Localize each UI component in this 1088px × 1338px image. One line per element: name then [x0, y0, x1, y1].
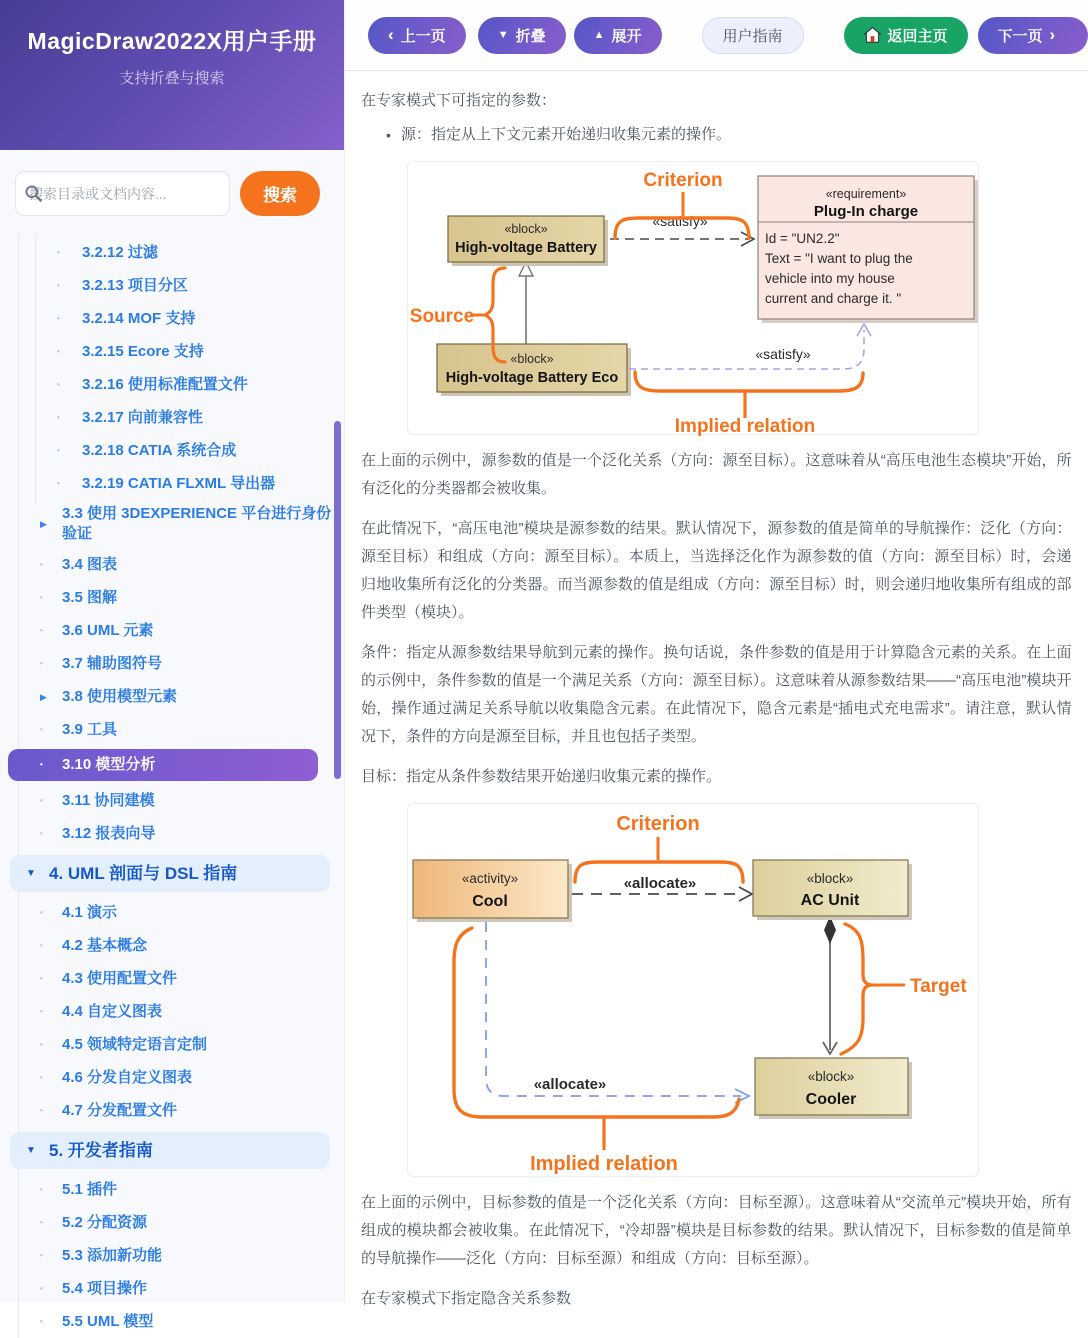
ac-unit-name: AC Unit	[800, 892, 860, 909]
cool-stereotype: «activity»	[461, 871, 519, 886]
requirement-body-line: current and charge it. "	[765, 291, 902, 306]
satisfy-label: «satisfy»	[652, 213, 708, 229]
toc-item-label: 3.2.19 CATIA FLXML 导出器	[82, 474, 276, 492]
collapse-label: 折叠	[515, 27, 546, 45]
battery-stereotype: «block»	[504, 222, 548, 236]
toc-item[interactable]	[0, 1028, 344, 1061]
collapse-arrow-icon[interactable]: ▼	[26, 1144, 36, 1156]
next-page-button[interactable]	[978, 17, 1088, 54]
toc-item-label: 3.6 UML 元素	[62, 621, 154, 639]
toc-item-label: 3.2.13 项目分区	[82, 276, 188, 294]
toc-item-label: 3.2.12 过滤	[82, 243, 158, 261]
toc-item[interactable]	[0, 1206, 344, 1239]
toc-item[interactable]	[0, 401, 344, 434]
toc-item-label: 4. UML 剖面与 DSL 指南	[49, 863, 238, 883]
criterion-annotation: Criterion	[643, 170, 723, 191]
toc-item[interactable]	[0, 784, 344, 817]
intro-line: 在专家模式下可指定的参数：	[361, 92, 557, 109]
bullet-icon: •	[40, 658, 43, 668]
bullet-icon: •	[57, 412, 60, 422]
param-list	[386, 121, 1072, 149]
paragraph: 在此情况下，“高压电池”模块是源参数的结果。默认情况下，源参数的值是简单的导航操作：泛化（方向：源至目标）和组成（方向：源至目标）。本质上，当选择泛化作为源参数的值（方向：源至目标）时，会递归地收集所有泛化的分类器。而当源参数的值是组成（方向：源至目标）时，则会递归地收集所有组成的部件类型（模块）。	[361, 520, 1072, 621]
toc-item-label: 3.8 使用模型元素	[62, 687, 178, 705]
sidebar	[0, 0, 345, 1330]
bullet-icon: •	[40, 828, 43, 838]
requirement-body-line: Text = "I want to plug the	[765, 251, 913, 266]
collapse-all-button[interactable]	[478, 17, 566, 54]
bullet-icon: •	[40, 592, 43, 602]
toc-item-label: 5. 开发者指南	[49, 1140, 153, 1160]
implied-relation-annotation: Implied relation	[530, 1153, 678, 1175]
battery-eco-stereotype: «block»	[510, 352, 554, 366]
toc-item[interactable]	[0, 1094, 344, 1127]
toc-item[interactable]	[0, 1061, 344, 1094]
ac-unit-stereotype: «block»	[806, 871, 854, 886]
bullet-icon: •	[40, 724, 43, 734]
triangle-down-icon: ▼	[497, 29, 509, 41]
collapse-arrow-icon[interactable]: ▼	[26, 867, 36, 879]
user-guide-label: 用户指南	[722, 27, 783, 45]
toc-item-label: 3.3 使用 3DEXPERIENCE 平台进行身份验证	[62, 505, 332, 542]
home-icon	[864, 27, 881, 43]
prev-page-button[interactable]	[368, 17, 466, 54]
paragraph: 在上面的示例中，目标参数的值是一个泛化关系（方向：目标至源）。这意味着从“交流单元”模块开始，所有组成的模块都会被收集。在此情况下，“冷却器”模块是目标参数的结果。默认情况下，目标参数的值是简单的导航操作——泛化（方向：目标至源）和组成（方向：目标至源）。	[361, 1194, 1072, 1267]
bullet-icon: •	[57, 478, 60, 488]
cooler-name: Cooler	[805, 1091, 857, 1108]
requirement-name: Plug-In charge	[813, 203, 919, 220]
search-button[interactable]: 搜索	[240, 171, 320, 216]
toolbar	[345, 0, 1088, 71]
toc-item[interactable]	[0, 1173, 344, 1206]
toc-item-label: 5.5 UML 模型	[62, 1312, 154, 1330]
toc-item[interactable]	[0, 1272, 344, 1305]
toc-item-label: 3.2.17 向前兼容性	[82, 408, 203, 426]
toc-item-label: 3.10 模型分析	[62, 756, 156, 773]
bullet-icon: •	[57, 313, 60, 323]
paragraph: 在上面的示例中，源参数的值是一个泛化关系（方向：源至目标）。这意味着从“高压电池生态模块”开始，所有泛化的分类器都会被收集。	[361, 452, 1072, 497]
toc-item-label: 4.4 自定义图表	[62, 1002, 163, 1020]
bullet-icon: •	[40, 1250, 43, 1260]
toc-item[interactable]	[0, 896, 344, 929]
toc-item[interactable]	[0, 680, 344, 713]
allocate-label-2: «allocate»	[533, 1076, 607, 1093]
battery-name: High-voltage Battery	[455, 240, 597, 256]
toc-item-label: 5.4 项目操作	[62, 1279, 148, 1297]
bullet-icon: •	[40, 559, 43, 569]
search-input[interactable]	[15, 171, 230, 216]
chevron-right-icon: ›	[1049, 25, 1056, 44]
expand-all-button[interactable]	[574, 17, 662, 54]
implied-satisfy-line	[629, 330, 864, 369]
bullet-icon: •	[57, 247, 60, 257]
toc-item[interactable]	[0, 269, 344, 302]
toc-item-label: 3.5 图解	[62, 588, 118, 606]
toc-item[interactable]	[0, 581, 344, 614]
paragraph: 条件：指定从源参数结果导航到元素的操作。换句话说，条件参数的值是用于计算隐含元素的关系。在上面的示例中，条件参数的值是一个满足关系（方向：源至目标）。这意味着从源参数结果——“高压电池”模块开始，操作通过满足关系导航以收集隐含元素。在此情况下，隐含元素是“插电式充电需求”。请注意，默认情况下，条件的方向是源至目标，并且也包括子类型。	[361, 644, 1072, 745]
allocate-label: «allocate»	[623, 875, 697, 892]
param-list-item: • 源：指定从上下文元素开始递归收集元素的操作。	[386, 121, 1072, 149]
bullet-icon: •	[40, 1039, 43, 1049]
bullet-icon: •	[40, 1217, 43, 1227]
next-page-label: 下一页	[997, 27, 1043, 45]
toc-item-label: 4.2 基本概念	[62, 936, 148, 954]
sidebar-scrollbar-thumb[interactable]	[334, 421, 341, 779]
bullet-icon: •	[40, 760, 43, 769]
toc-item[interactable]	[8, 749, 318, 781]
toc-item-label: 3.12 报表向导	[62, 824, 156, 842]
bullet-icon: •	[40, 940, 43, 950]
toc-item[interactable]	[0, 962, 344, 995]
cooler-stereotype: «block»	[807, 1069, 855, 1084]
bullet-icon: •	[40, 1316, 43, 1326]
user-guide-chip[interactable]	[702, 17, 804, 54]
bullet-icon: •	[40, 1006, 43, 1016]
source-annotation: Source	[409, 306, 475, 327]
toc-list	[0, 234, 344, 1338]
toc-item-label: 3.2.14 MOF 支持	[82, 309, 196, 327]
expand-arrow-icon[interactable]: ▶	[40, 691, 47, 702]
toc-item[interactable]	[0, 335, 344, 368]
toc-item-label: 3.2.16 使用标准配置文件	[82, 375, 248, 393]
toc-item-label: 5.3 添加新功能	[62, 1246, 163, 1264]
target-brace	[841, 924, 873, 1054]
bullet-icon: •	[57, 346, 60, 356]
toc-nav	[0, 234, 344, 1338]
toc-item-label: 5.1 插件	[62, 1180, 118, 1198]
satisfy-label-2: «satisfy»	[755, 346, 811, 362]
chevron-left-icon: ‹	[388, 25, 394, 44]
toc-item[interactable]	[0, 434, 344, 467]
implied-allocate-line	[486, 922, 741, 1096]
toc-item-label: 4.1 演示	[62, 903, 118, 921]
expand-label: 展开	[611, 27, 642, 45]
composition-diamond	[824, 916, 836, 944]
bullet-icon: •	[57, 445, 60, 455]
bullet-icon: •	[57, 379, 60, 389]
toc-item-label: 3.11 协同建模	[62, 791, 155, 809]
article-content	[345, 71, 1088, 1313]
toc-item-label: 3.4 图表	[62, 555, 118, 573]
toc-item-label: 3.9 工具	[62, 720, 118, 738]
target-annotation: Target	[910, 976, 967, 997]
search-row	[0, 150, 344, 234]
toc-item[interactable]	[0, 614, 344, 647]
sidebar-header	[0, 0, 344, 150]
requirement-body-line: Id = "UN2.2"	[765, 231, 840, 246]
paragraph: 目标：指定从条件参数结果开始递归收集元素的操作。	[361, 768, 722, 785]
search-box	[15, 171, 230, 216]
main-panel	[345, 0, 1088, 1307]
toc-item-label: 3.2.15 Ecore 支持	[82, 342, 204, 360]
back-home-label: 返回主页	[887, 27, 948, 45]
toc-item-label: 4.3 使用配置文件	[62, 969, 178, 987]
bullet-icon: •	[40, 1283, 43, 1293]
bullet-icon: •	[40, 1105, 43, 1115]
toc-item[interactable]	[0, 236, 344, 269]
bullet-icon: •	[40, 795, 43, 805]
bullet-icon: •	[57, 280, 60, 290]
criterion-annotation: Criterion	[616, 813, 700, 835]
implied-relation-annotation: Implied relation	[674, 416, 816, 437]
toc-item[interactable]	[0, 929, 344, 962]
toc-item[interactable]	[0, 548, 344, 581]
toc-section-header[interactable]	[10, 855, 330, 892]
triangle-up-icon: ▲	[593, 29, 605, 41]
toc-section-header[interactable]	[10, 1132, 330, 1169]
battery-eco-name: High-voltage Battery Eco	[445, 370, 619, 386]
toc-item[interactable]	[0, 817, 344, 850]
bullet-icon: •	[40, 1184, 43, 1194]
toc-item[interactable]	[0, 1239, 344, 1272]
toc-item[interactable]	[0, 500, 344, 548]
toc-item[interactable]	[0, 995, 344, 1028]
app-subtitle: 支持折叠与搜索	[119, 70, 225, 87]
expand-arrow-icon[interactable]: ▶	[40, 519, 47, 529]
uml-figure-target-criterion	[407, 803, 979, 1177]
toc-item-label: 4.7 分发配置文件	[62, 1101, 178, 1119]
bullet-icon: •	[40, 625, 43, 635]
bullet-icon: •	[40, 907, 43, 917]
toc-item[interactable]	[0, 368, 344, 401]
toc-item[interactable]	[0, 647, 344, 680]
toc-item-label: 3.7 辅助图符号	[62, 654, 163, 672]
back-home-button[interactable]	[844, 17, 968, 54]
prev-page-label: 上一页	[400, 27, 446, 45]
implied-bracket	[635, 372, 863, 391]
toc-item[interactable]	[0, 467, 344, 500]
paragraph: 在专家模式下指定隐含关系参数	[361, 1290, 572, 1307]
uml-figure-source-criterion	[407, 161, 979, 435]
toc-item[interactable]	[0, 713, 344, 746]
app-title: MagicDraw2022X用户手册	[27, 28, 317, 54]
toc-item-label: 4.5 领域特定语言定制	[62, 1035, 208, 1053]
toc-item[interactable]	[0, 302, 344, 335]
toc-item-label: 3.2.18 CATIA 系统合成	[82, 441, 237, 459]
requirement-body-line: vehicle into my house	[765, 271, 895, 286]
toc-item-label: 4.6 分发自定义图表	[62, 1068, 193, 1086]
bullet-icon: •	[40, 973, 43, 983]
cool-name: Cool	[472, 893, 508, 910]
toc-item-label: 5.2 分配资源	[62, 1213, 148, 1231]
toc-item[interactable]	[0, 1305, 344, 1338]
bullet-icon: •	[40, 1072, 43, 1082]
requirement-stereotype: «requirement»	[825, 187, 907, 201]
allocate-arrowhead	[739, 887, 752, 901]
